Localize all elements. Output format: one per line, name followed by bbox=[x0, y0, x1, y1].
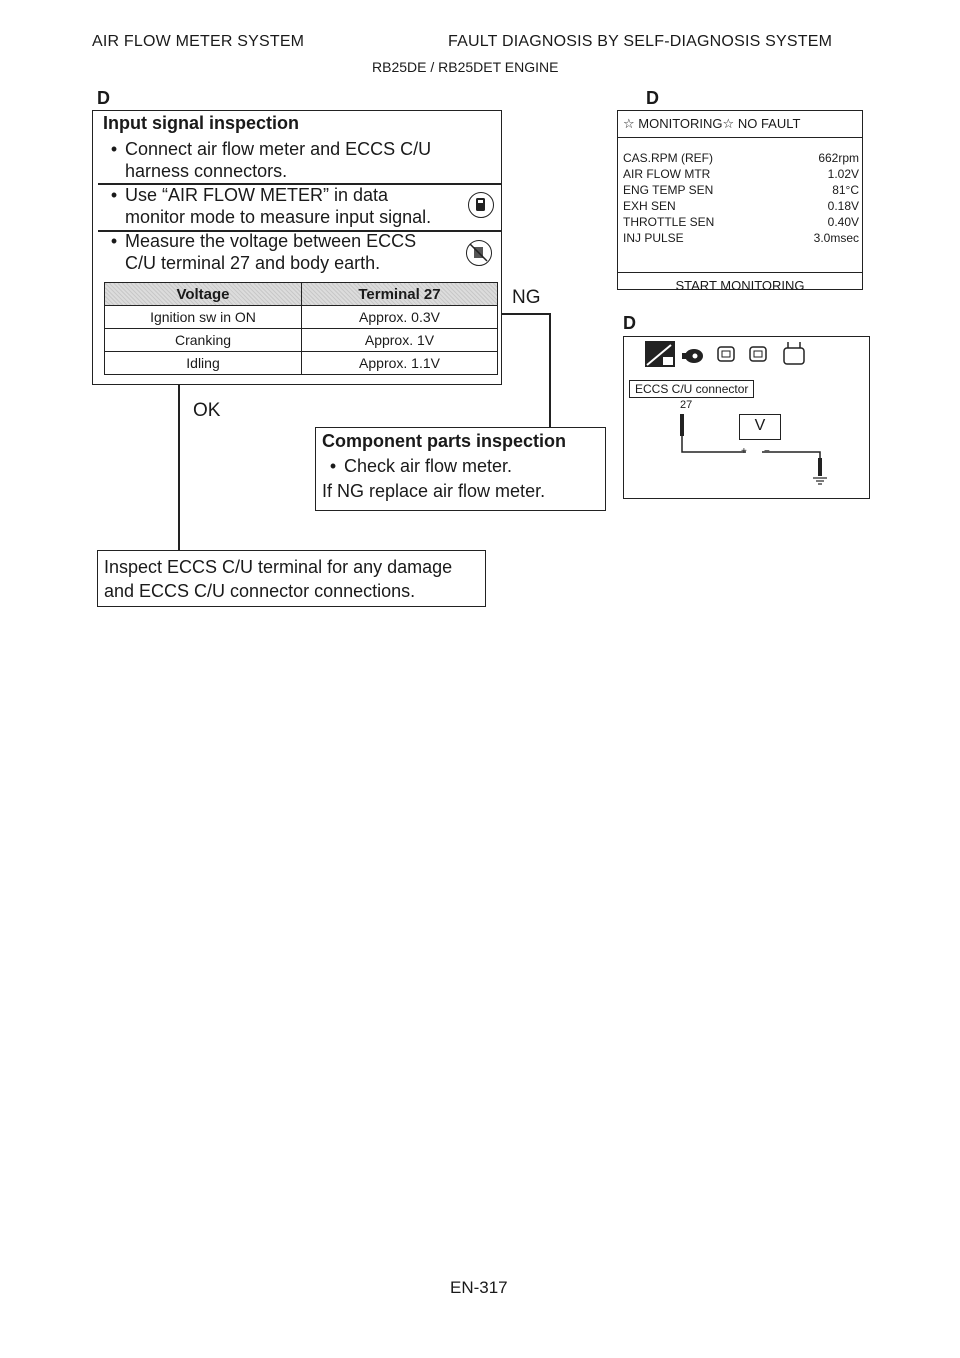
star-icon: ☆ bbox=[623, 116, 635, 131]
header-engine: RB25DE / RB25DET ENGINE bbox=[372, 59, 559, 75]
component-line2: If NG replace air flow meter. bbox=[322, 481, 546, 501]
monitor-label: THROTTLE SEN bbox=[623, 215, 715, 229]
monitor-rows bbox=[623, 150, 859, 246]
divider bbox=[618, 137, 862, 138]
monitor-title: MONITORING bbox=[638, 116, 723, 131]
component-title: Component parts inspection bbox=[322, 431, 567, 451]
header-left: AIR FLOW METER SYSTEM bbox=[92, 33, 305, 50]
connector-face-icon bbox=[746, 342, 770, 371]
bullet-connect bbox=[103, 138, 431, 182]
bullet-glyph: • bbox=[329, 456, 337, 476]
bullet-connect-line1: Connect air flow meter and ECCS C/U bbox=[125, 139, 432, 159]
table-row bbox=[105, 352, 498, 375]
monitor-value: 0.18V bbox=[827, 199, 859, 213]
page-number: EN-317 bbox=[450, 1278, 508, 1297]
table-cell: Approx. 1.1V bbox=[302, 352, 498, 375]
plus-terminal: + bbox=[741, 446, 747, 457]
bullet-measure bbox=[103, 230, 416, 274]
reference-mark-d: D bbox=[623, 313, 636, 333]
table-cell: Ignition sw in ON bbox=[105, 306, 302, 329]
column-header: Voltage bbox=[105, 283, 302, 306]
multimeter-probe-icon bbox=[778, 340, 812, 373]
monitor-row bbox=[623, 166, 859, 182]
harness-connector-icon bbox=[645, 341, 675, 367]
no-tools-icon bbox=[466, 240, 492, 266]
column-header: Terminal 27 bbox=[302, 283, 498, 306]
bullet-glyph: • bbox=[110, 185, 118, 205]
bullet-glyph: • bbox=[110, 139, 118, 159]
monitor-value: 3.0msec bbox=[813, 231, 859, 245]
bullet-consult bbox=[103, 184, 431, 228]
table-cell: Cranking bbox=[105, 329, 302, 352]
monitor-row bbox=[623, 182, 859, 198]
table-header-row bbox=[105, 283, 498, 306]
inspect-line2: and ECCS C/U connector connections. bbox=[104, 581, 416, 601]
connector-line bbox=[502, 313, 550, 315]
bullet-measure-line2: C/U terminal 27 and body earth. bbox=[125, 253, 381, 273]
monitor-title-bar bbox=[623, 116, 859, 132]
bullet-measure-line1: Measure the voltage between ECCS bbox=[125, 231, 417, 251]
table-cell: Approx. 1V bbox=[302, 329, 498, 352]
header-right: FAULT DIAGNOSIS BY SELF-DIAGNOSIS SYSTEM bbox=[448, 33, 833, 50]
monitor-label: ENG TEMP SEN bbox=[623, 183, 714, 197]
voltmeter: V bbox=[739, 414, 781, 440]
table-row bbox=[105, 329, 498, 352]
monitor-value: 662rpm bbox=[818, 151, 859, 165]
monitor-label: AIR FLOW MTR bbox=[623, 167, 711, 181]
connector-line bbox=[549, 313, 551, 427]
connector-plug-icon bbox=[680, 347, 706, 370]
bullet-glyph: • bbox=[110, 231, 118, 251]
consult-tester-icon bbox=[468, 192, 494, 218]
ok-label: OK bbox=[193, 400, 221, 421]
connector-line bbox=[178, 385, 180, 550]
monitor-value: 1.02V bbox=[827, 167, 859, 181]
star-icon: ☆ bbox=[722, 116, 735, 131]
minus-terminal: − bbox=[764, 446, 770, 457]
wiring-diagram bbox=[670, 410, 850, 490]
inspect-line1: Inspect ECCS C/U terminal for any damage bbox=[104, 557, 453, 577]
table-row bbox=[105, 306, 498, 329]
divider bbox=[618, 272, 862, 273]
bullet-connect-line2: harness connectors. bbox=[125, 161, 288, 181]
monitor-row bbox=[623, 230, 859, 246]
monitor-label: INJ PULSE bbox=[623, 231, 684, 245]
monitor-row bbox=[623, 214, 859, 230]
monitor-label: CAS.RPM (REF) bbox=[623, 151, 713, 165]
monitor-value: 81°C bbox=[832, 183, 859, 197]
input-signal-title: Input signal inspection bbox=[103, 113, 300, 133]
terminal-27-label: 27 bbox=[680, 399, 693, 411]
start-monitoring-button[interactable]: START MONITORING bbox=[675, 278, 805, 293]
table-cell: Idling bbox=[105, 352, 302, 375]
table-cell: Approx. 0.3V bbox=[302, 306, 498, 329]
reference-mark-d: D bbox=[97, 88, 110, 108]
monitor-value: 0.40V bbox=[827, 215, 859, 229]
voltage-table bbox=[104, 282, 498, 375]
component-line1: Check air flow meter. bbox=[344, 456, 513, 476]
ng-label: NG bbox=[512, 287, 541, 308]
eccs-connector-label: ECCS C/U connector bbox=[629, 380, 754, 398]
bullet-consult-line2: monitor mode to measure input signal. bbox=[125, 207, 432, 227]
connector-face-icon bbox=[714, 342, 738, 371]
monitor-row bbox=[623, 198, 859, 214]
bullet-consult-line1: Use “AIR FLOW METER” in data bbox=[125, 185, 389, 205]
monitor-label: EXH SEN bbox=[623, 199, 676, 213]
monitor-status: NO FAULT bbox=[737, 116, 801, 131]
reference-mark-d: D bbox=[646, 88, 659, 108]
monitor-row bbox=[623, 150, 859, 166]
component-bullet bbox=[322, 455, 512, 477]
